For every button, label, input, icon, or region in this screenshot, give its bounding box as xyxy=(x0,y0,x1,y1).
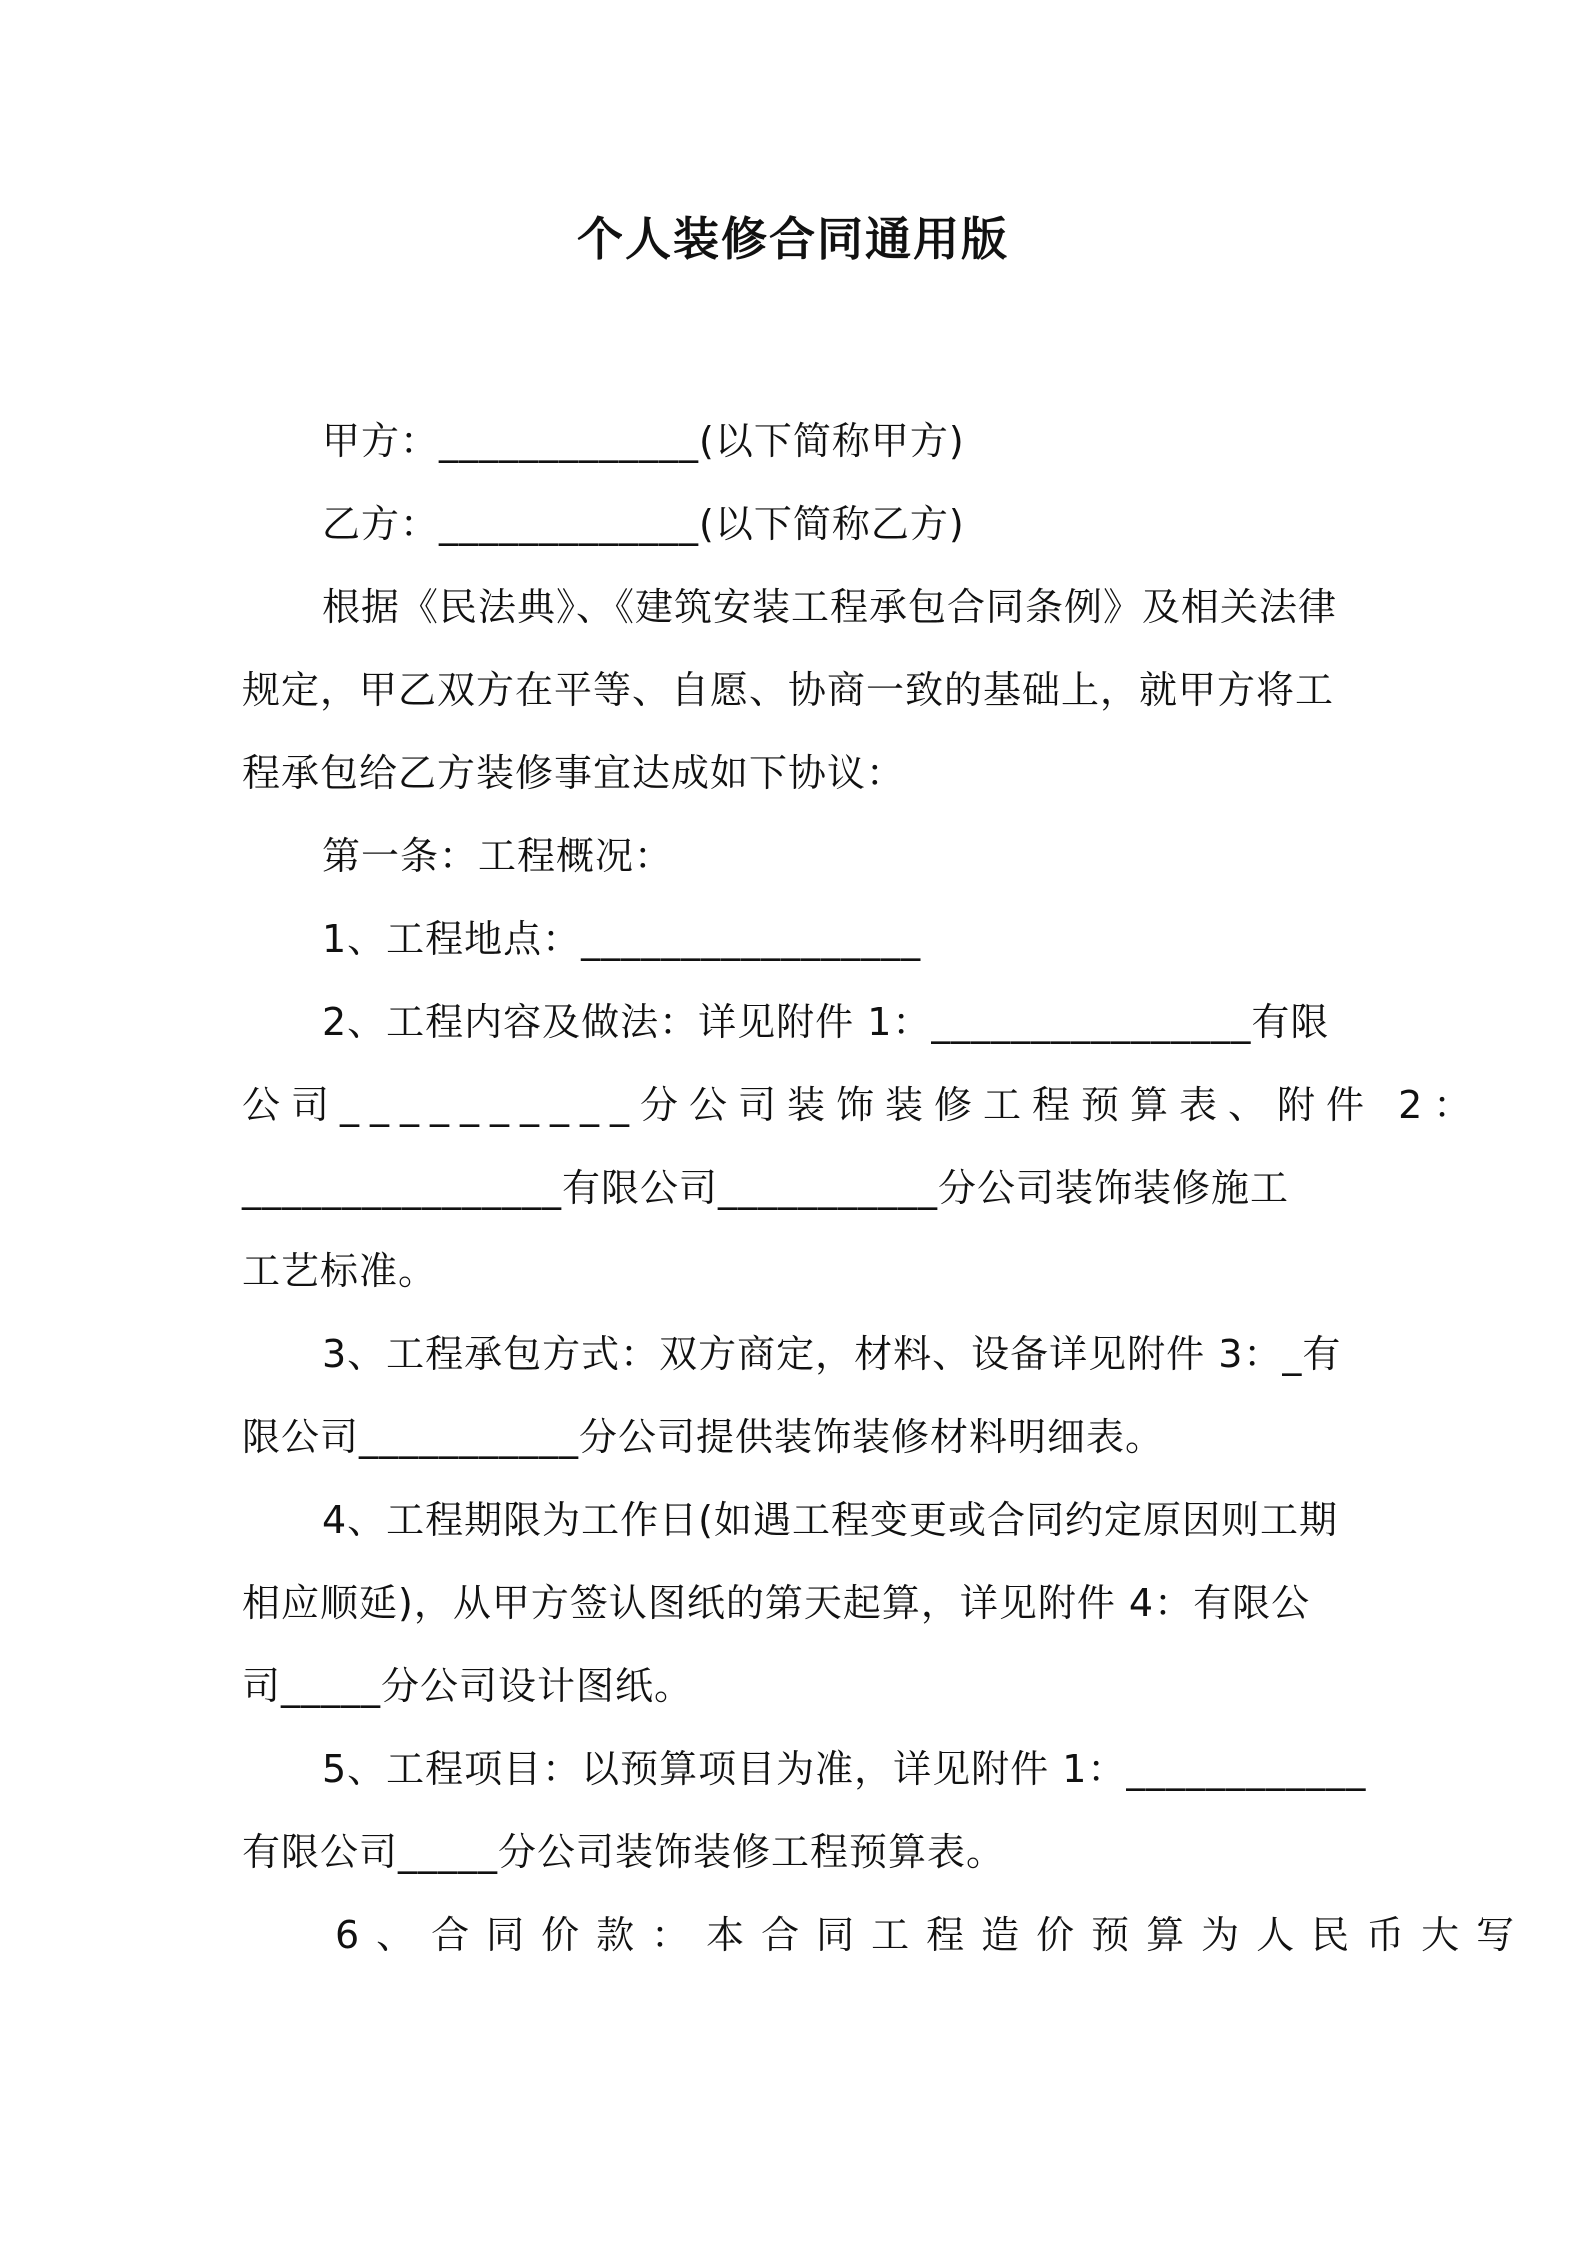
clause-2-line-1: 2、工程内容及做法：详见附件 1：________________有限 xyxy=(322,1000,1330,1044)
party-b-line: 乙方：_____________(以下简称乙方) xyxy=(322,502,965,546)
page-title: 个人装修合同通用版 xyxy=(577,212,1009,266)
preamble-line-2: 规定，甲乙双方在平等、自愿、协商一致的基础上，就甲方将工 xyxy=(242,668,1335,712)
preamble-line-3: 程承包给乙方装修事宜达成如下协议： xyxy=(242,751,906,795)
clause-4-line-3: 司_____分公司设计图纸。 xyxy=(242,1664,694,1708)
article-1-heading: 第一条：工程概况： xyxy=(322,834,674,878)
clause-3-line-1: 3、工程承包方式：双方商定，材料、设备详见附件 3：_有 xyxy=(322,1332,1342,1376)
contract-body xyxy=(242,400,1532,1977)
clause-6-line-1: 6、合同价款：本合同工程造价预算为人民币大写 xyxy=(335,1913,1532,1957)
party-a-line: 甲方：_____________(以下简称甲方) xyxy=(322,419,965,463)
clause-4-line-2: 相应顺延)，从甲方签认图纸的第天起算，详见附件 4：有限公 xyxy=(242,1581,1311,1625)
clause-5-line-2: 有限公司_____分公司装饰装修工程预算表。 xyxy=(242,1830,1006,1874)
clause-2-line-4: 工艺标准。 xyxy=(242,1249,438,1293)
clause-2-line-2: 公司__________分公司装饰装修工程预算表、附件 2： xyxy=(242,1083,1483,1127)
clause-4-line-1: 4、工程期限为工作日(如遇工程变更或合同约定原因则工期 xyxy=(322,1498,1339,1542)
preamble-line-1: 根据《民法典》、《建筑安装工程承包合同条例》及相关法律 xyxy=(322,585,1338,629)
clause-1-line: 1、工程地点：_________________ xyxy=(322,917,922,961)
clause-5-line-1: 5、工程项目：以预算项目为准，详见附件 1：____________ xyxy=(322,1747,1367,1791)
clause-2-line-3: ________________有限公司___________分公司装饰装修施工 xyxy=(242,1166,1290,1210)
clause-3-line-2: 限公司___________分公司提供装饰装修材料明细表。 xyxy=(242,1415,1165,1459)
